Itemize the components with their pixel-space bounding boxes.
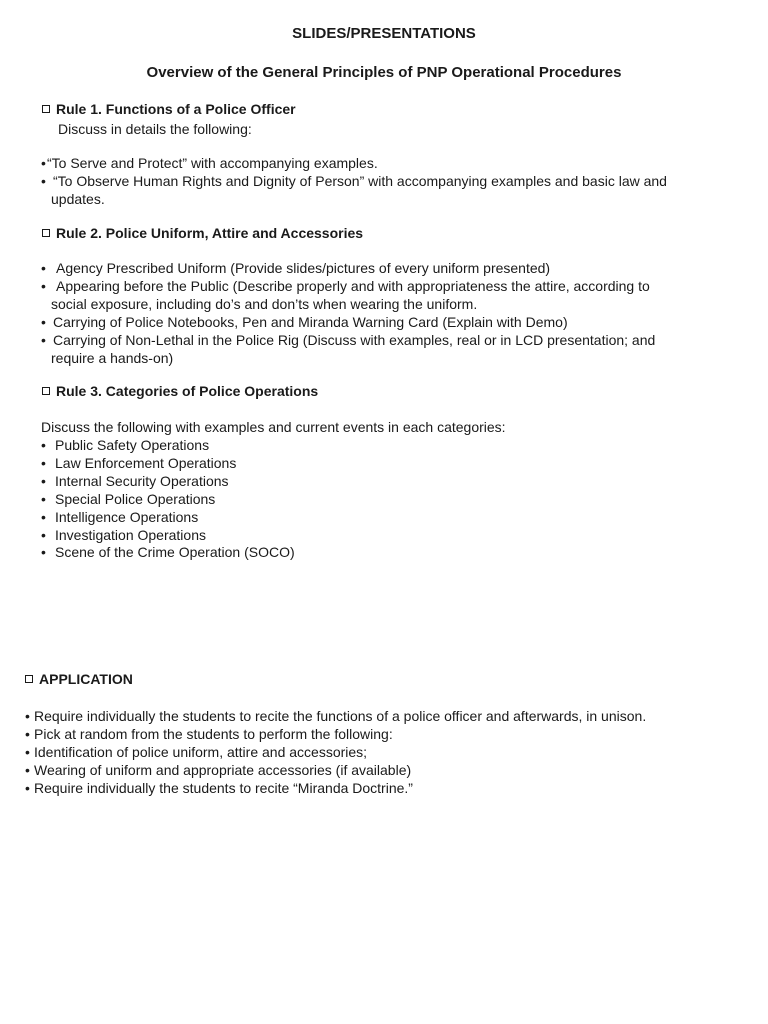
application-item-text: Wearing of uniform and appropriate accessories (if available) — [34, 762, 412, 778]
list-item — [41, 490, 215, 508]
list-item — [25, 761, 411, 779]
list-item — [41, 472, 229, 490]
rule3-intro: Discuss the following with examples and current events in each categories: — [41, 419, 506, 435]
rule2-item-text: Carrying of Police Notebooks, Pen and Miranda Warning Card (Explain with Demo) — [53, 314, 568, 330]
rule2-item-text: Agency Prescribed Uniform (Provide slides/pictures of every uniform presented) — [56, 260, 551, 276]
list-item — [41, 313, 568, 331]
rule2-item-text: Carrying of Non-Lethal in the Police Rig (Discuss with examples, real or in LCD presentation; and — [53, 332, 656, 348]
rule3-item-text: Intelligence Operations — [55, 509, 199, 525]
rule1-item-text: “To Observe Human Rights and Dignity of Person” with accompanying examples and basic law and — [53, 173, 667, 189]
bullet-icon: • — [41, 473, 46, 489]
bullet-icon: • — [41, 544, 46, 560]
list-item — [41, 526, 206, 544]
application-item-text: Require individually the students to recite “Miranda Doctrine.” — [34, 780, 413, 796]
rule3-item-text: Public Safety Operations — [55, 437, 210, 453]
rule3-heading-row — [42, 382, 318, 400]
checkbox-square-icon — [42, 105, 50, 113]
bullet-icon: • — [41, 155, 46, 171]
application-heading-row — [25, 670, 133, 688]
rule3-item-text: Scene of the Crime Operation (SOCO) — [55, 544, 295, 560]
list-item — [41, 259, 550, 277]
application-item-text: Require individually the students to recite the functions of a police officer and afterwards, in unison. — [34, 708, 647, 724]
list-item — [41, 331, 655, 349]
list-item — [41, 154, 378, 172]
rule2-item-text: Appearing before the Public (Describe properly and with appropriateness the attire, according to — [56, 278, 650, 294]
checkbox-square-icon — [42, 229, 50, 237]
rule1-intro: Discuss in details the following: — [58, 121, 252, 137]
bullet-icon: • — [41, 509, 46, 525]
checkbox-square-icon — [42, 387, 50, 395]
rule1-item-text: “To Serve and Protect” with accompanying examples. — [47, 155, 378, 171]
rule1-heading-row — [42, 100, 296, 118]
list-item — [41, 172, 667, 190]
list-item — [41, 436, 209, 454]
list-item — [41, 508, 198, 526]
bullet-icon: • — [41, 491, 46, 507]
bullet-icon: • — [41, 455, 46, 471]
bullet-icon: • — [41, 527, 46, 543]
bullet-icon: • — [41, 260, 46, 276]
rule2-heading: Rule 2. Police Uniform, Attire and Accessories — [56, 225, 364, 241]
application-item-text: Identification of police uniform, attire and accessories; — [34, 744, 368, 760]
page-title: SLIDES/PRESENTATIONS — [292, 25, 476, 42]
list-item — [25, 779, 413, 797]
list-item — [25, 707, 646, 725]
bullet-icon: • — [25, 780, 30, 796]
bullet-icon: • — [25, 762, 30, 778]
bullet-icon: • — [25, 708, 30, 724]
list-item — [41, 277, 650, 295]
list-item — [25, 725, 393, 743]
application-item-text: Pick at random from the students to perform the following: — [34, 726, 393, 742]
application-heading: APPLICATION — [39, 671, 133, 687]
list-item-continuation: social exposure, including do’s and don’ts when wearing the uniform. — [51, 296, 478, 312]
bullet-icon: • — [25, 744, 30, 760]
list-item-continuation: require a hands-on) — [51, 350, 174, 366]
bullet-icon: • — [41, 278, 46, 294]
rule2-heading-row — [42, 224, 363, 242]
checkbox-square-icon — [25, 675, 33, 683]
bullet-icon: • — [41, 314, 46, 330]
bullet-icon: • — [25, 726, 30, 742]
rule3-item-text: Investigation Operations — [55, 527, 206, 543]
list-item — [41, 543, 295, 561]
rule3-item-text: Law Enforcement Operations — [55, 455, 237, 471]
rule1-heading: Rule 1. Functions of a Police Officer — [56, 101, 296, 117]
list-item — [25, 743, 367, 761]
bullet-icon: • — [41, 173, 46, 189]
list-item-continuation: updates. — [51, 191, 105, 207]
bullet-icon: • — [41, 437, 46, 453]
rule3-item-text: Internal Security Operations — [55, 473, 229, 489]
rule3-item-text: Special Police Operations — [55, 491, 216, 507]
page-subtitle: Overview of the General Principles of PNP Operational Procedures — [146, 64, 622, 81]
list-item — [41, 454, 236, 472]
bullet-icon: • — [41, 332, 46, 348]
rule3-heading: Rule 3. Categories of Police Operations — [56, 383, 319, 399]
